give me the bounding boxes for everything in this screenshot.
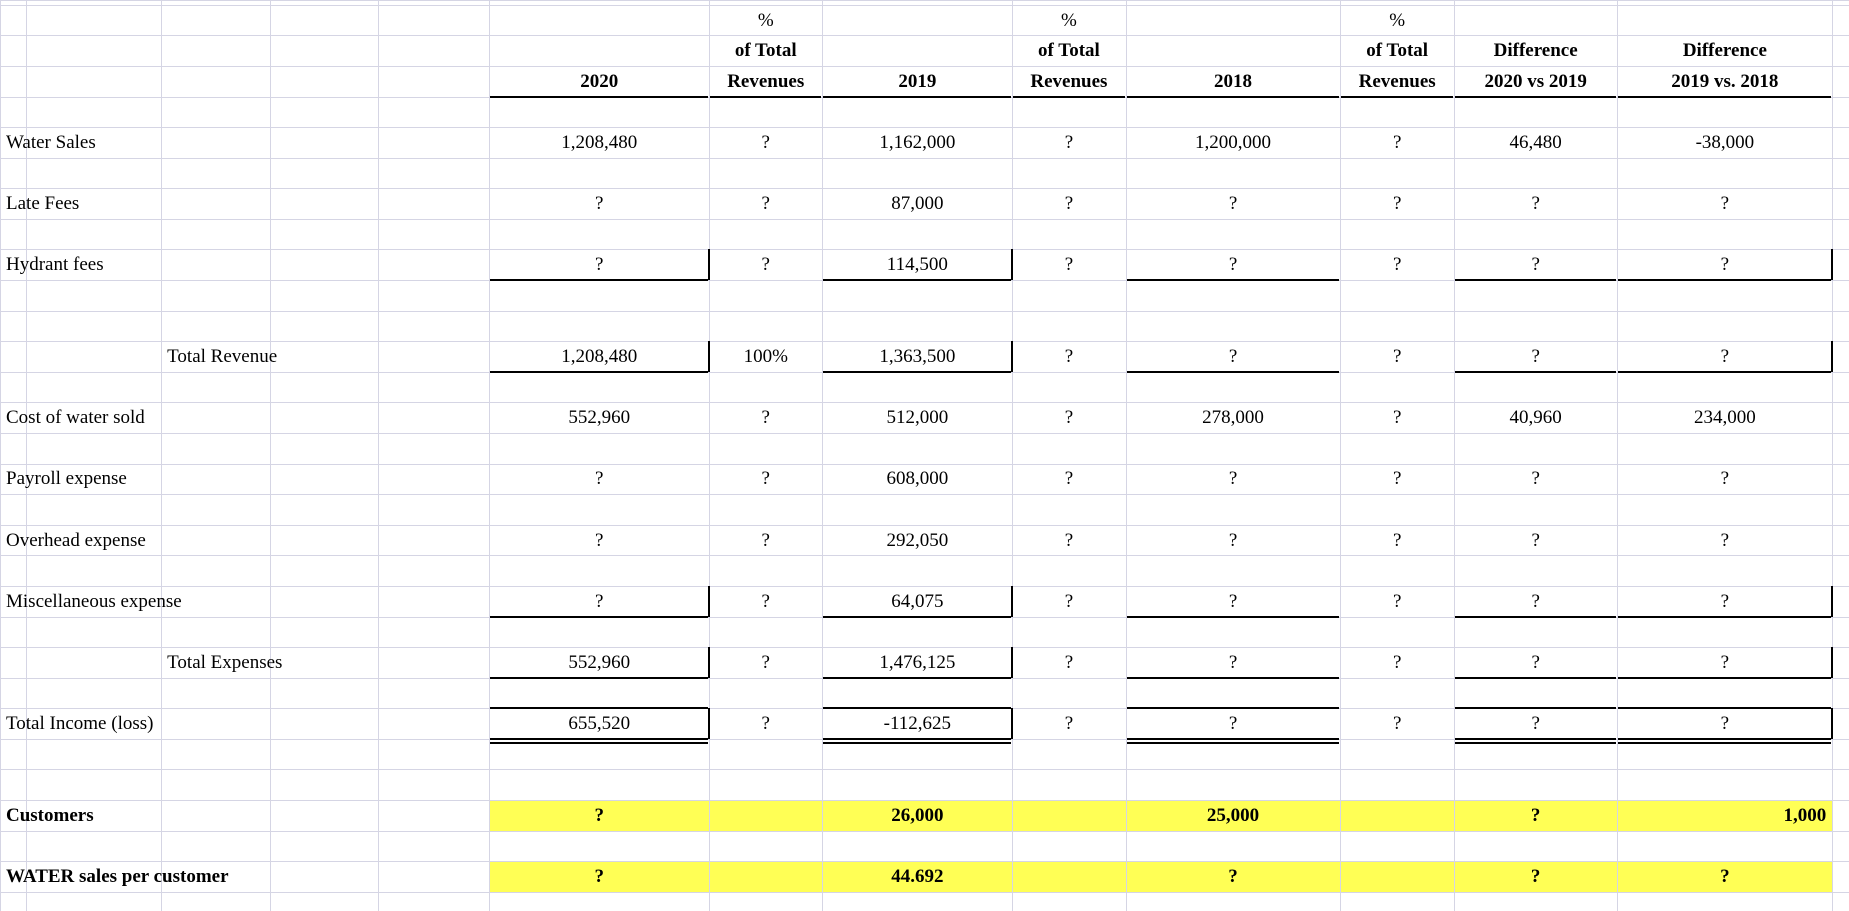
cell-border: [1455, 742, 1617, 744]
grid-line-horizontal: [0, 555, 1849, 556]
cell-border: [490, 677, 708, 679]
cell-border: [708, 341, 710, 372]
cell-payroll-expense-2[interactable]: 608,000: [886, 468, 949, 490]
cell-payroll-expense-1[interactable]: ?: [761, 468, 770, 490]
header-2018: 2018: [1214, 70, 1253, 92]
cell-total-income-5[interactable]: ?: [1392, 713, 1402, 735]
cell-border: [710, 96, 821, 98]
cell-late-fees-0[interactable]: ?: [594, 193, 604, 215]
cell-cost-of-water-sold-2[interactable]: 512,000: [886, 407, 949, 429]
row-label-total-revenue: Total Revenue: [167, 346, 278, 368]
cell-border: [1618, 371, 1831, 373]
grid-line-horizontal: [0, 219, 1849, 220]
cell-border: [823, 96, 1011, 98]
cell-border: [490, 371, 708, 373]
cell-border: [708, 708, 710, 739]
cell-total-expenses-7[interactable]: ?: [1720, 651, 1730, 673]
cell-border: [1127, 371, 1340, 373]
cell-border: [1455, 707, 1617, 709]
cell-payroll-expense-3[interactable]: ?: [1064, 468, 1074, 490]
cell-total-expenses-0[interactable]: 552,960: [568, 651, 631, 673]
cell-border: [1127, 96, 1340, 98]
cell-border: [490, 96, 708, 98]
cell-hydrant-fees-2[interactable]: 114,500: [886, 254, 948, 276]
cell-water-per-customer-1[interactable]: [709, 861, 822, 892]
grid-line-horizontal: [0, 5, 1849, 6]
cell-cost-of-water-sold-7[interactable]: 234,000: [1693, 407, 1756, 429]
cell-border: [1011, 586, 1013, 617]
cell-hydrant-fees-4[interactable]: ?: [1228, 254, 1238, 276]
cell-total-income-7[interactable]: ?: [1720, 713, 1730, 735]
cell-total-revenue-3[interactable]: ?: [1064, 346, 1074, 368]
cell-late-fees-6[interactable]: ?: [1531, 193, 1540, 215]
grid-line-horizontal: [0, 433, 1849, 434]
cell-water-sales-4[interactable]: 1,200,000: [1195, 131, 1272, 153]
cell-border: [1831, 647, 1833, 678]
cell-total-revenue-7[interactable]: ?: [1720, 346, 1730, 368]
cell-border: [490, 738, 708, 740]
cell-border: [490, 279, 708, 281]
cell-border: [1127, 742, 1340, 744]
row-label-hydrant-fees: Hydrant fees: [6, 254, 104, 276]
cell-overhead-expense-4[interactable]: ?: [1228, 529, 1238, 551]
cell-border: [1127, 677, 1340, 679]
header-diff-2019-vs-2018: 2019 vs. 2018: [1671, 70, 1779, 92]
row-label-cost-of-water-sold: Cost of water sold: [6, 407, 145, 429]
cell-water-sales-1[interactable]: ?: [761, 131, 770, 153]
cell-border: [1127, 738, 1340, 740]
cell-border: [1341, 96, 1452, 98]
cell-border: [708, 586, 710, 617]
cell-water-per-customer-3[interactable]: [1012, 861, 1125, 892]
cell-miscellaneous-expense-0[interactable]: ?: [594, 590, 604, 612]
cell-hydrant-fees-3[interactable]: ?: [1064, 254, 1074, 276]
cell-border: [1618, 738, 1831, 740]
cell-border: [708, 647, 710, 678]
header-diff-2020-vs-2019: 2020 vs 2019: [1484, 70, 1587, 92]
row-label-water-sales: Water Sales: [6, 131, 96, 153]
cell-payroll-expense-0[interactable]: ?: [594, 468, 604, 490]
cell-cost-of-water-sold-0[interactable]: 552,960: [568, 407, 631, 429]
cell-border: [1127, 616, 1340, 618]
cell-water-per-customer-2[interactable]: 44.692: [891, 865, 944, 887]
cell-overhead-expense-5[interactable]: ?: [1392, 529, 1402, 551]
cell-border: [823, 616, 1011, 618]
cell-border: [1831, 586, 1833, 617]
cell-border: [1455, 371, 1617, 373]
cell-border: [1618, 677, 1831, 679]
grid-line-horizontal: [0, 494, 1849, 495]
header-of-total: of Total: [1038, 40, 1100, 62]
cell-border: [1618, 279, 1831, 281]
row-label-miscellaneous-expense: Miscellaneous expense: [6, 590, 182, 612]
grid-line-horizontal: [0, 0, 1849, 1]
cell-total-expenses-4[interactable]: ?: [1228, 651, 1238, 673]
cell-border: [490, 742, 708, 744]
row-label-payroll-expense: Payroll expense: [6, 468, 127, 490]
cell-border: [1455, 738, 1617, 740]
cell-customers-5[interactable]: [1340, 800, 1453, 831]
grid-line-horizontal: [0, 769, 1849, 770]
cell-border: [1831, 341, 1833, 372]
cell-total-expenses-6[interactable]: ?: [1531, 651, 1540, 673]
cell-cost-of-water-sold-6[interactable]: 40,960: [1509, 407, 1562, 429]
cell-border: [823, 738, 1011, 740]
header-revenues: Revenues: [1358, 70, 1436, 92]
cell-water-per-customer-5[interactable]: [1340, 861, 1453, 892]
header-2019: 2019: [898, 70, 937, 92]
cell-water-sales-6[interactable]: 46,480: [1509, 131, 1562, 153]
cell-overhead-expense-2[interactable]: 292,050: [886, 529, 949, 551]
cell-total-expenses-5[interactable]: ?: [1392, 651, 1402, 673]
row-label-overhead-expense: Overhead expense: [6, 529, 146, 551]
cell-total-income-4[interactable]: ?: [1228, 713, 1238, 735]
cell-cost-of-water-sold-5[interactable]: ?: [1392, 407, 1402, 429]
cell-payroll-expense-6[interactable]: ?: [1531, 468, 1540, 490]
cell-border: [490, 707, 708, 709]
grid-line-horizontal: [0, 892, 1849, 893]
row-label-total-expenses: Total Expenses: [167, 651, 283, 673]
cell-border: [708, 249, 710, 280]
cell-total-income-0[interactable]: 655,520: [568, 713, 631, 735]
cell-water-per-customer-7[interactable]: ?: [1720, 865, 1730, 887]
cell-border: [823, 742, 1011, 744]
cell-miscellaneous-expense-2[interactable]: 64,075: [891, 590, 944, 612]
cell-customers-2[interactable]: 26,000: [891, 804, 944, 826]
cell-total-revenue-4[interactable]: ?: [1228, 346, 1238, 368]
cell-border: [1831, 708, 1833, 739]
cell-total-income-2[interactable]: -112,625: [883, 713, 952, 735]
header-2020: 2020: [580, 70, 619, 92]
cell-customers-7[interactable]: 1,000: [1783, 804, 1827, 826]
cell-border: [1618, 742, 1831, 744]
cell-border: [1011, 249, 1013, 280]
cell-border: [1455, 279, 1617, 281]
cell-late-fees-3[interactable]: ?: [1064, 193, 1074, 215]
cell-border: [1618, 96, 1831, 98]
grid-line-horizontal: [0, 311, 1849, 312]
grid-line-vertical: [270, 0, 271, 911]
cell-border: [490, 616, 708, 618]
cell-border: [1011, 708, 1013, 739]
cell-water-per-customer-4[interactable]: ?: [1228, 865, 1238, 887]
cell-miscellaneous-expense-5[interactable]: ?: [1392, 590, 1402, 612]
cell-customers-4[interactable]: 25,000: [1206, 804, 1260, 826]
row-label-total-income: Total Income (loss): [6, 713, 154, 735]
cell-total-expenses-2[interactable]: 1,476,125: [879, 651, 956, 673]
cell-total-income-3[interactable]: ?: [1064, 713, 1074, 735]
header-difference: Difference: [1493, 40, 1578, 62]
cell-border: [823, 279, 1011, 281]
cell-border: [1011, 647, 1013, 678]
cell-hydrant-fees-6[interactable]: ?: [1531, 254, 1540, 276]
cell-late-fees-5[interactable]: ?: [1392, 193, 1402, 215]
cell-border: [823, 371, 1011, 373]
cell-total-revenue-0[interactable]: 1,208,480: [561, 346, 638, 368]
cell-border: [1127, 279, 1340, 281]
cell-cost-of-water-sold-1[interactable]: ?: [761, 407, 770, 429]
grid-line-horizontal: [0, 158, 1849, 159]
cell-customers-3[interactable]: [1012, 800, 1125, 831]
cell-water-sales-5[interactable]: ?: [1392, 131, 1402, 153]
cell-customers-1[interactable]: [709, 800, 822, 831]
header-of-total: of Total: [1366, 40, 1429, 62]
header-pct-symbol: %: [1389, 9, 1406, 31]
cell-water-sales-0[interactable]: 1,208,480: [561, 131, 638, 153]
cell-total-expenses-1[interactable]: ?: [761, 651, 770, 673]
cell-overhead-expense-3[interactable]: ?: [1064, 529, 1074, 551]
cell-border: [1618, 707, 1831, 709]
row-label-customers: Customers: [6, 804, 94, 826]
cell-customers-6[interactable]: ?: [1530, 804, 1541, 826]
cell-border: [1455, 616, 1617, 618]
cell-water-sales-7[interactable]: -38,000: [1695, 131, 1755, 153]
cell-total-revenue-1[interactable]: 100%: [743, 346, 788, 368]
header-pct-symbol: %: [1061, 9, 1077, 31]
cell-border: [823, 677, 1011, 679]
header-difference: Difference: [1682, 40, 1767, 62]
cell-miscellaneous-expense-6[interactable]: ?: [1531, 590, 1540, 612]
cell-cost-of-water-sold-3[interactable]: ?: [1064, 407, 1074, 429]
cell-late-fees-2[interactable]: 87,000: [891, 193, 944, 215]
cell-payroll-expense-7[interactable]: ?: [1720, 468, 1730, 490]
cell-hydrant-fees-5[interactable]: ?: [1392, 254, 1402, 276]
cell-total-income-1[interactable]: ?: [761, 713, 770, 735]
header-pct-symbol: %: [757, 9, 774, 31]
grid-line-vertical: [1832, 0, 1833, 911]
cell-late-fees-7[interactable]: ?: [1720, 193, 1730, 215]
row-label-late-fees: Late Fees: [6, 193, 80, 215]
cell-total-income-6[interactable]: ?: [1531, 713, 1540, 735]
cell-border: [823, 707, 1011, 709]
header-revenues: Revenues: [1030, 70, 1108, 92]
cell-miscellaneous-expense-4[interactable]: ?: [1228, 590, 1238, 612]
cell-overhead-expense-1[interactable]: ?: [761, 529, 770, 551]
cell-overhead-expense-6[interactable]: ?: [1531, 529, 1540, 551]
cell-border: [1618, 616, 1831, 618]
cell-miscellaneous-expense-3[interactable]: ?: [1064, 590, 1074, 612]
cell-late-fees-1[interactable]: ?: [761, 193, 770, 215]
grid-line-vertical: [378, 0, 379, 911]
cell-customers-0[interactable]: ?: [594, 804, 604, 826]
cell-payroll-expense-4[interactable]: ?: [1228, 468, 1238, 490]
cell-water-per-customer-6[interactable]: ?: [1530, 865, 1541, 887]
cell-border: [1127, 707, 1340, 709]
cell-miscellaneous-expense-7[interactable]: ?: [1720, 590, 1730, 612]
cell-cost-of-water-sold-4[interactable]: 278,000: [1202, 407, 1264, 429]
cell-water-sales-2[interactable]: 1,162,000: [879, 131, 956, 153]
grid-line-horizontal: [0, 831, 1849, 832]
cell-payroll-expense-5[interactable]: ?: [1392, 468, 1402, 490]
cell-hydrant-fees-7[interactable]: ?: [1720, 254, 1730, 276]
cell-late-fees-4[interactable]: ?: [1228, 193, 1238, 215]
cell-hydrant-fees-0[interactable]: ?: [594, 254, 604, 276]
cell-miscellaneous-expense-1[interactable]: ?: [761, 590, 770, 612]
row-label-water-per-customer: WATER sales per customer: [6, 865, 229, 887]
cell-hydrant-fees-1[interactable]: ?: [761, 254, 770, 276]
header-revenues: Revenues: [727, 70, 805, 92]
cell-border: [1011, 341, 1013, 372]
cell-overhead-expense-0[interactable]: ?: [594, 529, 604, 551]
cell-total-revenue-2[interactable]: 1,363,500: [879, 346, 956, 368]
cell-water-sales-3[interactable]: ?: [1064, 131, 1074, 153]
header-of-total: of Total: [734, 40, 797, 62]
cell-border: [1455, 677, 1617, 679]
cell-total-revenue-5[interactable]: ?: [1392, 346, 1402, 368]
cell-border: [1013, 96, 1124, 98]
cell-border: [1831, 249, 1833, 280]
cell-total-revenue-6[interactable]: ?: [1531, 346, 1540, 368]
cell-water-per-customer-0[interactable]: ?: [594, 865, 604, 887]
cell-overhead-expense-7[interactable]: ?: [1720, 529, 1730, 551]
cell-total-expenses-3[interactable]: ?: [1064, 651, 1074, 673]
cell-border: [1455, 96, 1617, 98]
